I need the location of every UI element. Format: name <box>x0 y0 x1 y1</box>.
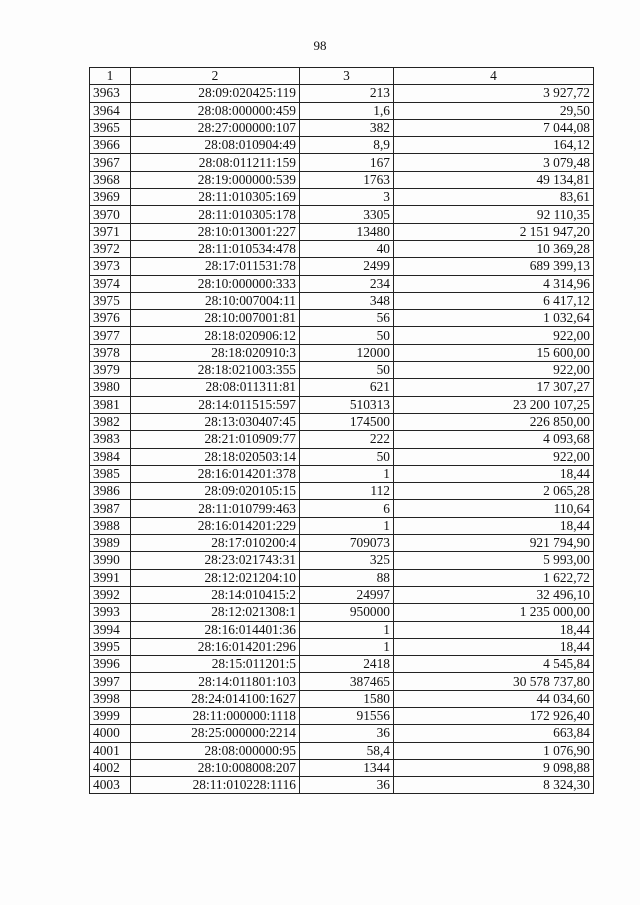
area-cell: 36 <box>300 777 394 794</box>
value-cell: 663,84 <box>394 725 594 742</box>
value-cell: 18,44 <box>394 638 594 655</box>
area-cell: 1344 <box>300 759 394 776</box>
cadastral-number-cell: 28:19:000000:539 <box>131 171 300 188</box>
cadastral-number-cell: 28:08:011211:159 <box>131 154 300 171</box>
area-cell: 3 <box>300 189 394 206</box>
area-cell: 8,9 <box>300 137 394 154</box>
value-cell: 6 417,12 <box>394 292 594 309</box>
cadastral-number-cell: 28:10:007001:81 <box>131 310 300 327</box>
row-number-cell: 3992 <box>90 586 131 603</box>
row-number-cell: 3965 <box>90 119 131 136</box>
table-row <box>90 206 594 223</box>
page-number: 98 <box>313 38 327 53</box>
area-cell: 348 <box>300 292 394 309</box>
row-number-cell: 3964 <box>90 102 131 119</box>
cadastral-number-cell: 28:09:020425:119 <box>131 85 300 102</box>
cadastral-number-cell: 28:15:011201:5 <box>131 656 300 673</box>
area-cell: 50 <box>300 448 394 465</box>
area-cell: 58,4 <box>300 742 394 759</box>
table-row <box>90 552 594 569</box>
cadastral-number-cell: 28:24:014100:1627 <box>131 690 300 707</box>
table-row <box>90 258 594 275</box>
area-cell: 3305 <box>300 206 394 223</box>
row-number-cell: 3968 <box>90 171 131 188</box>
cadastral-number-cell: 28:23:021743:31 <box>131 552 300 569</box>
value-cell: 30 578 737,80 <box>394 673 594 690</box>
cadastral-number-cell: 28:14:011515:597 <box>131 396 300 413</box>
row-number-cell: 3981 <box>90 396 131 413</box>
row-number-cell: 3984 <box>90 448 131 465</box>
row-number-cell: 3979 <box>90 362 131 379</box>
row-number-cell: 3994 <box>90 621 131 638</box>
table-row <box>90 673 594 690</box>
area-cell: 1 <box>300 517 394 534</box>
row-number-cell: 3989 <box>90 535 131 552</box>
row-number-cell: 3982 <box>90 413 131 430</box>
cadastral-number-cell: 28:09:020105:15 <box>131 483 300 500</box>
row-number-cell: 3991 <box>90 569 131 586</box>
value-cell: 9 098,88 <box>394 759 594 776</box>
area-cell: 50 <box>300 327 394 344</box>
table-row <box>90 707 594 724</box>
value-cell: 3 079,48 <box>394 154 594 171</box>
area-cell: 6 <box>300 500 394 517</box>
value-cell: 4 314,96 <box>394 275 594 292</box>
row-number-cell: 4001 <box>90 742 131 759</box>
table-body <box>90 85 594 794</box>
header-row <box>90 68 594 85</box>
row-number-cell: 3963 <box>90 85 131 102</box>
area-cell: 91556 <box>300 707 394 724</box>
value-cell: 18,44 <box>394 465 594 482</box>
table-row <box>90 448 594 465</box>
row-number-cell: 3977 <box>90 327 131 344</box>
table-row <box>90 483 594 500</box>
row-number-cell: 3978 <box>90 344 131 361</box>
table-row <box>90 535 594 552</box>
cadastral-number-cell: 28:13:030407:45 <box>131 413 300 430</box>
table-row <box>90 656 594 673</box>
area-cell: 1580 <box>300 690 394 707</box>
area-cell: 1 <box>300 621 394 638</box>
value-cell: 164,12 <box>394 137 594 154</box>
cadastral-number-cell: 28:08:000000:459 <box>131 102 300 119</box>
value-cell: 49 134,81 <box>394 171 594 188</box>
table-row <box>90 431 594 448</box>
value-cell: 92 110,35 <box>394 206 594 223</box>
row-number-cell: 3966 <box>90 137 131 154</box>
row-number-cell: 4003 <box>90 777 131 794</box>
cadastral-number-cell: 28:10:013001:227 <box>131 223 300 240</box>
row-number-cell: 4002 <box>90 759 131 776</box>
table-row <box>90 517 594 534</box>
table-header <box>90 68 594 85</box>
table-row <box>90 638 594 655</box>
value-cell: 1 076,90 <box>394 742 594 759</box>
area-cell: 1763 <box>300 171 394 188</box>
row-number-cell: 3998 <box>90 690 131 707</box>
value-cell: 18,44 <box>394 621 594 638</box>
table-row <box>90 621 594 638</box>
table-row <box>90 85 594 102</box>
value-cell: 3 927,72 <box>394 85 594 102</box>
table-row <box>90 137 594 154</box>
table-row <box>90 690 594 707</box>
table-row <box>90 777 594 794</box>
value-cell: 44 034,60 <box>394 690 594 707</box>
table-row <box>90 413 594 430</box>
cadastral-number-cell: 28:11:010305:169 <box>131 189 300 206</box>
table-row <box>90 569 594 586</box>
value-cell: 4 545,84 <box>394 656 594 673</box>
value-cell: 23 200 107,25 <box>394 396 594 413</box>
area-cell: 510313 <box>300 396 394 413</box>
area-cell: 2418 <box>300 656 394 673</box>
cadastral-number-cell: 28:27:000000:107 <box>131 119 300 136</box>
cadastral-number-cell: 28:16:014201:229 <box>131 517 300 534</box>
cadastral-number-cell: 28:10:008008:207 <box>131 759 300 776</box>
cadastral-number-cell: 28:14:011801:103 <box>131 673 300 690</box>
cadastral-number-cell: 28:12:021308:1 <box>131 604 300 621</box>
table-row <box>90 500 594 517</box>
area-cell: 12000 <box>300 344 394 361</box>
area-cell: 2499 <box>300 258 394 275</box>
area-cell: 213 <box>300 85 394 102</box>
value-cell: 17 307,27 <box>394 379 594 396</box>
cadastral-number-cell: 28:18:020906:12 <box>131 327 300 344</box>
data-table <box>89 67 594 794</box>
cadastral-number-cell: 28:10:007004:11 <box>131 292 300 309</box>
cadastral-number-cell: 28:18:020503:14 <box>131 448 300 465</box>
area-cell: 950000 <box>300 604 394 621</box>
value-cell: 7 044,08 <box>394 119 594 136</box>
row-number-cell: 3990 <box>90 552 131 569</box>
value-cell: 83,61 <box>394 189 594 206</box>
area-cell: 234 <box>300 275 394 292</box>
table-row <box>90 310 594 327</box>
area-cell: 222 <box>300 431 394 448</box>
row-number-cell: 3995 <box>90 638 131 655</box>
table-row <box>90 396 594 413</box>
header-col-1: 1 <box>90 68 131 85</box>
area-cell: 24997 <box>300 586 394 603</box>
cadastral-number-cell: 28:12:021204:10 <box>131 569 300 586</box>
area-cell: 1 <box>300 638 394 655</box>
table-row <box>90 725 594 742</box>
area-cell: 709073 <box>300 535 394 552</box>
value-cell: 10 369,28 <box>394 240 594 257</box>
cadastral-number-cell: 28:17:010200:4 <box>131 535 300 552</box>
value-cell: 172 926,40 <box>394 707 594 724</box>
table-row <box>90 171 594 188</box>
row-number-cell: 3973 <box>90 258 131 275</box>
value-cell: 4 093,68 <box>394 431 594 448</box>
cadastral-number-cell: 28:18:020910:3 <box>131 344 300 361</box>
value-cell: 2 065,28 <box>394 483 594 500</box>
value-cell: 5 993,00 <box>394 552 594 569</box>
cadastral-number-cell: 28:08:011311:81 <box>131 379 300 396</box>
area-cell: 36 <box>300 725 394 742</box>
value-cell: 15 600,00 <box>394 344 594 361</box>
value-cell: 922,00 <box>394 327 594 344</box>
row-number-cell: 3970 <box>90 206 131 223</box>
cadastral-number-cell: 28:10:000000:333 <box>131 275 300 292</box>
value-cell: 8 324,30 <box>394 777 594 794</box>
row-number-cell: 3993 <box>90 604 131 621</box>
cadastral-number-cell: 28:16:014401:36 <box>131 621 300 638</box>
cadastral-number-cell: 28:14:010415:2 <box>131 586 300 603</box>
cadastral-number-cell: 28:11:000000:1118 <box>131 707 300 724</box>
area-cell: 1,6 <box>300 102 394 119</box>
value-cell: 32 496,10 <box>394 586 594 603</box>
table-row <box>90 465 594 482</box>
row-number-cell: 3997 <box>90 673 131 690</box>
row-number-cell: 3988 <box>90 517 131 534</box>
header-col-2: 2 <box>131 68 300 85</box>
row-number-cell: 3972 <box>90 240 131 257</box>
value-cell: 921 794,90 <box>394 535 594 552</box>
row-number-cell: 3980 <box>90 379 131 396</box>
table-row <box>90 154 594 171</box>
value-cell: 1 032,64 <box>394 310 594 327</box>
row-number-cell: 3971 <box>90 223 131 240</box>
value-cell: 29,50 <box>394 102 594 119</box>
row-number-cell: 3999 <box>90 707 131 724</box>
header-col-3: 3 <box>300 68 394 85</box>
table-row <box>90 742 594 759</box>
row-number-cell: 3975 <box>90 292 131 309</box>
row-number-cell: 3987 <box>90 500 131 517</box>
area-cell: 56 <box>300 310 394 327</box>
area-cell: 382 <box>300 119 394 136</box>
row-number-cell: 3986 <box>90 483 131 500</box>
value-cell: 922,00 <box>394 448 594 465</box>
row-number-cell: 3974 <box>90 275 131 292</box>
cadastral-number-cell: 28:11:010799:463 <box>131 500 300 517</box>
table-row <box>90 240 594 257</box>
value-cell: 922,00 <box>394 362 594 379</box>
area-cell: 13480 <box>300 223 394 240</box>
value-cell: 689 399,13 <box>394 258 594 275</box>
table-row <box>90 275 594 292</box>
row-number-cell: 3985 <box>90 465 131 482</box>
area-cell: 325 <box>300 552 394 569</box>
area-cell: 1 <box>300 465 394 482</box>
cadastral-number-cell: 28:08:010904:49 <box>131 137 300 154</box>
value-cell: 2 151 947,20 <box>394 223 594 240</box>
table-row <box>90 604 594 621</box>
area-cell: 621 <box>300 379 394 396</box>
area-cell: 387465 <box>300 673 394 690</box>
cadastral-number-cell: 28:16:014201:378 <box>131 465 300 482</box>
area-cell: 174500 <box>300 413 394 430</box>
cadastral-number-cell: 28:18:021003:355 <box>131 362 300 379</box>
row-number-cell: 3969 <box>90 189 131 206</box>
cadastral-number-cell: 28:17:011531:78 <box>131 258 300 275</box>
table-row <box>90 102 594 119</box>
table-row <box>90 759 594 776</box>
cadastral-number-cell: 28:25:000000:2214 <box>131 725 300 742</box>
value-cell: 1 622,72 <box>394 569 594 586</box>
table-row <box>90 362 594 379</box>
value-cell: 1 235 000,00 <box>394 604 594 621</box>
table-row <box>90 119 594 136</box>
cadastral-number-cell: 28:16:014201:296 <box>131 638 300 655</box>
row-number-cell: 3967 <box>90 154 131 171</box>
table-row <box>90 379 594 396</box>
header-col-4: 4 <box>394 68 594 85</box>
table-row <box>90 344 594 361</box>
area-cell: 88 <box>300 569 394 586</box>
cadastral-number-cell: 28:11:010305:178 <box>131 206 300 223</box>
value-cell: 18,44 <box>394 517 594 534</box>
row-number-cell: 4000 <box>90 725 131 742</box>
value-cell: 110,64 <box>394 500 594 517</box>
area-cell: 50 <box>300 362 394 379</box>
table-row <box>90 327 594 344</box>
table-row <box>90 189 594 206</box>
area-cell: 112 <box>300 483 394 500</box>
cadastral-number-cell: 28:21:010909:77 <box>131 431 300 448</box>
cadastral-number-cell: 28:11:010534:478 <box>131 240 300 257</box>
row-number-cell: 3996 <box>90 656 131 673</box>
table-row <box>90 292 594 309</box>
cadastral-number-cell: 28:08:000000:95 <box>131 742 300 759</box>
value-cell: 226 850,00 <box>394 413 594 430</box>
area-cell: 40 <box>300 240 394 257</box>
table-row <box>90 223 594 240</box>
cadastral-number-cell: 28:11:010228:1116 <box>131 777 300 794</box>
area-cell: 167 <box>300 154 394 171</box>
table-row <box>90 586 594 603</box>
row-number-cell: 3983 <box>90 431 131 448</box>
row-number-cell: 3976 <box>90 310 131 327</box>
